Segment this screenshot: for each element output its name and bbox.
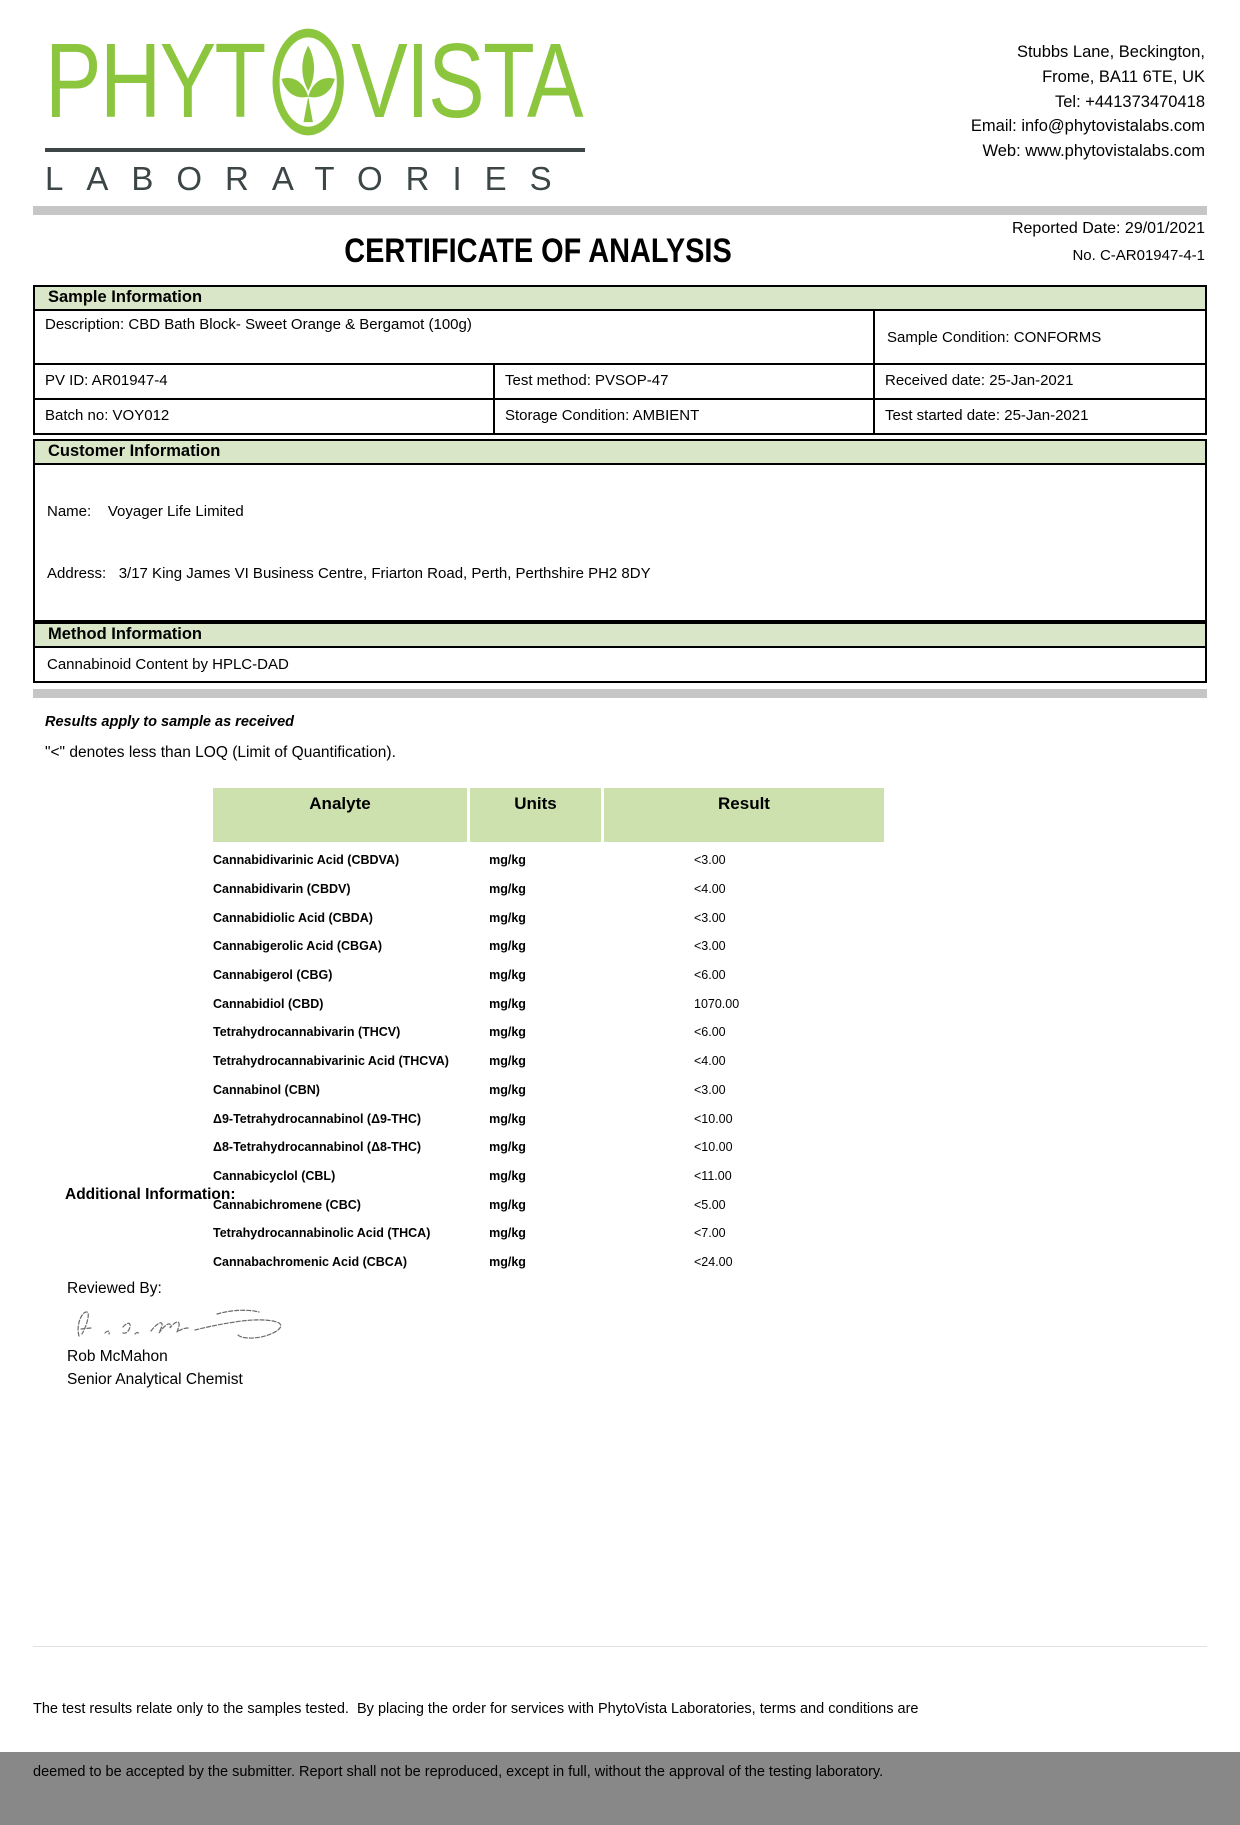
cell-analyte: Tetrahydrocannabivarin (THCV): [213, 1025, 401, 1040]
logo-subtitle: LABORATORIES: [45, 160, 575, 197]
cell-units: mg/kg: [489, 853, 526, 868]
contact-address-line2: Frome, BA11 6TE, UK: [1042, 67, 1205, 86]
customer-details: [35, 465, 1205, 620]
report-meta: [33, 215, 1205, 285]
footer-line-2: deemed to be accepted by the submitter. Report shall not be reproduced, except in full, without the approval of the testing laboratory.: [33, 1764, 884, 1781]
cell-result: <3.00: [694, 853, 726, 868]
reported-date: Reported Date: 29/01/2021: [1011, 220, 1205, 237]
loq-note: "<" denotes less than LOQ (Limit of Quantification).: [45, 744, 396, 761]
page-title: CERTIFICATE OF ANALYSIS: [344, 232, 732, 270]
sample-condition: Sample Condition: CONFORMS: [873, 311, 1205, 363]
logo-text-vista: VISTA: [351, 22, 582, 141]
phytovista-logo: [45, 22, 610, 198]
sample-description-row: [35, 311, 1205, 365]
cell-units: mg/kg: [489, 1168, 526, 1183]
cell-units: mg/kg: [489, 1054, 526, 1069]
cell-analyte: Cannabinol (CBN): [213, 1082, 320, 1097]
cell-result: <6.00: [694, 968, 726, 983]
contact-web: Web: www.phytovistalabs.com: [982, 142, 1205, 160]
contact-tel: Tel: +441373470418: [1054, 92, 1205, 111]
cell-result: <4.00: [694, 882, 726, 897]
cell-result: <5.00: [694, 1197, 726, 1212]
cell-result: <11.00: [694, 1168, 732, 1183]
received-date: Received date: 25-Jan-2021: [873, 365, 1205, 398]
table-row: [213, 1133, 884, 1162]
cell-analyte: Cannabidiolic Acid (CBDA): [213, 910, 373, 925]
cell-analyte: Cannabidivarinic Acid (CBDVA): [213, 853, 400, 868]
table-row: [213, 1248, 884, 1277]
cell-analyte: Tetrahydrocannabinolic Acid (THCA): [213, 1226, 431, 1241]
sample-info-section: [33, 285, 1207, 435]
contact-email: Email: info@phytovistalabs.com: [970, 117, 1205, 136]
cell-analyte: Δ8-Tetrahydrocannabinol (Δ8-THC): [213, 1140, 422, 1155]
cell-units: mg/kg: [489, 996, 526, 1011]
cell-analyte: Δ9-Tetrahydrocannabinol (Δ9-THC): [213, 1111, 422, 1126]
cell-units: mg/kg: [489, 1197, 526, 1212]
cell-units: mg/kg: [489, 1254, 526, 1269]
cell-result: <10.00: [694, 1140, 733, 1155]
cell-units: mg/kg: [489, 1226, 526, 1241]
cell-units: mg/kg: [489, 1140, 526, 1155]
cell-result: <10.00: [694, 1111, 733, 1126]
header: [0, 0, 1240, 198]
logo-underline: [45, 148, 585, 152]
contact-block: [971, 26, 1205, 198]
column-header-units: Units: [470, 788, 601, 842]
method-info-header: Method Information: [35, 624, 1205, 648]
review-block: [67, 1278, 299, 1391]
storage-condition: Storage Condition: AMBIENT: [493, 400, 873, 433]
table-row: [213, 961, 884, 990]
reviewer-title: Senior Analytical Chemist: [67, 1370, 243, 1388]
table-row: [213, 1190, 884, 1219]
cell-result: 1070.00: [694, 996, 740, 1011]
footer-disclaimer: [33, 1646, 1207, 1825]
customer-info-section: [33, 439, 1207, 622]
sample-info-header: Sample Information: [35, 287, 1205, 311]
customer-name: Name: Voyager Life Limited: [47, 503, 244, 520]
additional-info-heading: Additional Information:: [65, 1186, 236, 1203]
reviewed-by-label: Reviewed By:: [67, 1280, 162, 1297]
table-row: [213, 875, 884, 904]
cell-units: mg/kg: [489, 882, 526, 897]
cell-analyte: Cannabicyclol (CBL): [213, 1168, 336, 1183]
cell-analyte: Cannabichromene (CBC): [213, 1197, 361, 1212]
table-row: [213, 989, 884, 1018]
reviewer-name: Rob McMahon: [67, 1348, 168, 1366]
cell-result: <4.00: [694, 1054, 726, 1069]
table-row: [213, 846, 884, 875]
doc-number: No. C-AR01947-4-1: [1072, 247, 1205, 264]
cell-units: mg/kg: [489, 968, 526, 983]
table-row: [213, 903, 884, 932]
customer-address: Address: 3/17 King James VI Business Centre, Friarton Road, Perth, Perthshire PH2 8DY: [47, 565, 651, 582]
batch-no: Batch no: VOY012: [45, 407, 170, 424]
column-header-analyte: Analyte: [213, 788, 467, 842]
table-row: [213, 1162, 884, 1191]
leaf-oval-icon: [269, 26, 347, 138]
cell-result: <7.00: [694, 1226, 726, 1241]
cell-units: mg/kg: [489, 1082, 526, 1097]
cell-analyte: Cannabachromenic Acid (CBCA): [213, 1254, 408, 1269]
table-row: [213, 1076, 884, 1105]
cell-units: mg/kg: [489, 939, 526, 954]
table-row: [213, 1219, 884, 1248]
cell-result: <3.00: [694, 910, 726, 925]
cell-result: <3.00: [694, 1082, 726, 1097]
table-row: [213, 1018, 884, 1047]
method-info-section: [33, 622, 1207, 683]
cell-analyte: Tetrahydrocannabivarinic Acid (THCVA): [213, 1054, 449, 1069]
customer-info-header: Customer Information: [35, 441, 1205, 465]
table-row: [213, 1104, 884, 1133]
results-table-header: [213, 788, 884, 842]
cell-result: <24.00: [694, 1254, 733, 1269]
cell-units: mg/kg: [489, 1111, 526, 1126]
cell-result: <3.00: [694, 939, 726, 954]
table-row: [213, 932, 884, 961]
pv-id: PV ID: AR01947-4: [45, 372, 168, 389]
results-table-body: [213, 842, 884, 1276]
results-table: [213, 788, 884, 1276]
cell-result: <6.00: [694, 1025, 726, 1040]
results-note: Results apply to sample as received: [45, 714, 295, 730]
footer-line-1: The test results relate only to the samples tested. By placing the order for services with PhytoVista Laboratories, terms and conditions are: [33, 1701, 919, 1718]
signature-image: [69, 1302, 299, 1346]
test-method: Test method: PVSOP-47: [493, 365, 873, 398]
cell-analyte: Cannabidiol (CBD): [213, 996, 324, 1011]
cell-units: mg/kg: [489, 1025, 526, 1040]
column-header-result: Result: [604, 788, 884, 842]
sample-batch-row: [35, 400, 1205, 433]
method-name: Cannabinoid Content by HPLC-DAD: [47, 656, 289, 673]
divider-bar-middle: [33, 689, 1207, 698]
sample-ids-row: [35, 365, 1205, 400]
contact-address-line1: Stubbs Lane, Beckington,: [1016, 43, 1205, 61]
logo-text-phyt: PHYT: [45, 22, 265, 141]
divider-bar-top: [33, 206, 1207, 215]
cell-analyte: Cannabidivarin (CBDV): [213, 882, 351, 897]
cell-analyte: Cannabigerol (CBG): [213, 968, 333, 983]
test-started-date: Test started date: 25-Jan-2021: [873, 400, 1205, 433]
cell-analyte: Cannabigerolic Acid (CBGA): [213, 939, 382, 954]
table-row: [213, 1047, 884, 1076]
sample-description: Description: CBD Bath Block- Sweet Orange & Bergamot (100g): [45, 316, 472, 333]
logo-wordmark: [45, 22, 582, 141]
cell-units: mg/kg: [489, 910, 526, 925]
